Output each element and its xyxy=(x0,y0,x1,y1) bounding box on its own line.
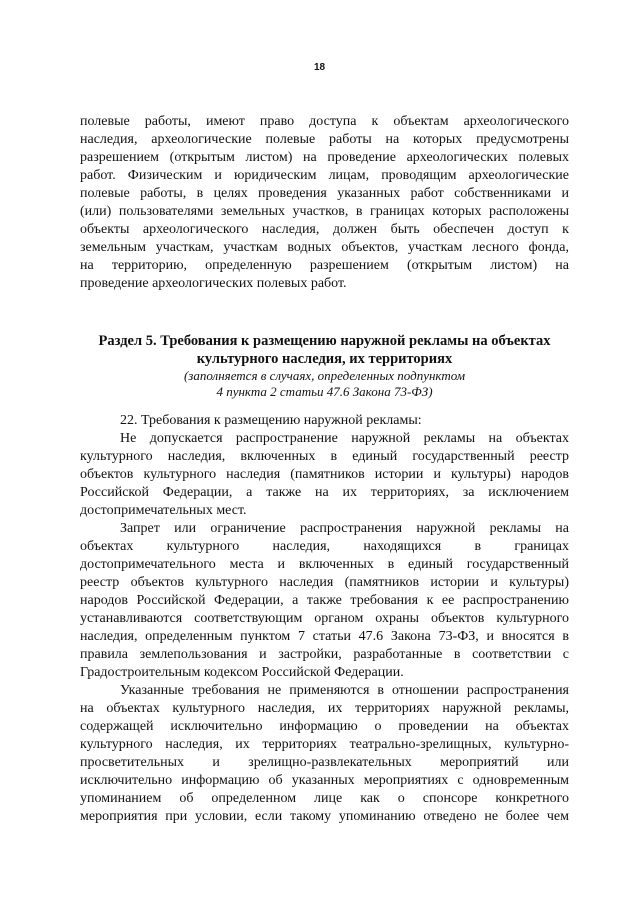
paragraph-2 xyxy=(80,520,569,682)
text-line: на объектах культурного наследия, их территориях наружной рекламы, xyxy=(80,701,569,716)
text-line: реестр объектов культурного наследия (памятников истории и культуры) xyxy=(80,575,569,590)
text-line: разрешением (открытым листом) на проведение археологических полевых xyxy=(80,150,569,165)
text-line: Не допускается распространение наружной рекламы на объектах xyxy=(120,431,569,446)
text-line: полевые работы, имеют право доступа к объектам археологического xyxy=(80,114,569,129)
section-note-line: (заполняется в случаях, определенных подпунктом xyxy=(183,368,466,383)
item-22-title xyxy=(80,412,569,430)
text-line: просветительных и зрелищно-развлекательных мероприятий или xyxy=(80,755,569,770)
text-line: мероприятия при условии, если такому упоминанию отведено не более чем xyxy=(80,809,569,824)
text-line: достопримечательного места и включенных в единый государственный xyxy=(80,557,569,572)
text-line: проведение археологических полевых работ. xyxy=(80,276,347,291)
section-note-line: 4 пункта 2 статьи 47.6 Закона 73-ФЗ) xyxy=(216,384,433,399)
paragraph-3 xyxy=(80,682,569,826)
text-line: наследия, археологические полевые работы на которых предусмотрены xyxy=(80,132,569,147)
text-line: объектах культурного наследия, находящихся в границах xyxy=(80,539,569,554)
text-line: исключительно информацию об указанных мероприятиях с одновременным xyxy=(80,773,569,788)
text-line: (или) пользователями земельных участков, в границах которых расположены xyxy=(80,204,569,219)
text-line: содержащей исключительно информацию о проведении на объектах xyxy=(80,719,569,734)
text-line: наследия, определенным пунктом 7 статьи 47.6 Закона 73-ФЗ, и вносятся в xyxy=(80,629,569,644)
text-line: Российской Федерации, а также на их территориях, за исключением xyxy=(80,485,569,500)
text-line: упоминанием об определенном лице как о спонсоре конкретного xyxy=(80,791,569,806)
intro-paragraph xyxy=(80,113,569,293)
text-line: Запрет или ограничение распространения наружной рекламы на xyxy=(120,521,569,536)
section-title-line: Раздел 5. Требования к размещению наружной рекламы на объектах xyxy=(98,333,551,349)
section-title-line: культурного наследия, их территориях xyxy=(196,351,453,367)
page-number: 18 xyxy=(313,62,326,73)
text-line: достопримечательных мест. xyxy=(80,503,247,518)
paragraph-1 xyxy=(80,430,569,520)
text-line: культурного наследия, включенных в единый государственный реестр xyxy=(80,449,569,464)
section-heading xyxy=(80,332,569,368)
item-title: 22. Требования к размещению наружной рекламы: xyxy=(120,413,422,428)
text-line: правила землепользования и застройки, разработанные в соответствии с xyxy=(80,647,569,662)
text-line: объектов культурного наследия (памятников истории и культуры) народов xyxy=(80,467,569,482)
section-note xyxy=(80,368,569,400)
text-line: Градостроительным кодексом Российской Федерации. xyxy=(80,665,404,680)
text-line: на территорию, определенную разрешением (открытым листом) на xyxy=(80,258,569,273)
text-line: полевые работы, в целях проведения указанных работ собственниками и xyxy=(80,186,569,201)
text-line: объекты археологического наследия, должен быть обеспечен доступ к xyxy=(80,222,569,237)
text-line: земельным участкам, участкам водных объектов, участкам лесного фонда, xyxy=(80,240,569,255)
text-line: Указанные требования не применяются в отношении распространения xyxy=(120,683,569,698)
text-line: работ. Физическим и юридическим лицам, проводящим археологические xyxy=(80,168,569,183)
text-line: культурного наследия, их территориях театрально-зрелищных, культурно- xyxy=(80,737,569,752)
text-line: устанавливаются соответствующим органом охраны объектов культурного xyxy=(80,611,569,626)
text-line: народов Российской Федерации, а также требования к ее распространению xyxy=(80,593,569,608)
